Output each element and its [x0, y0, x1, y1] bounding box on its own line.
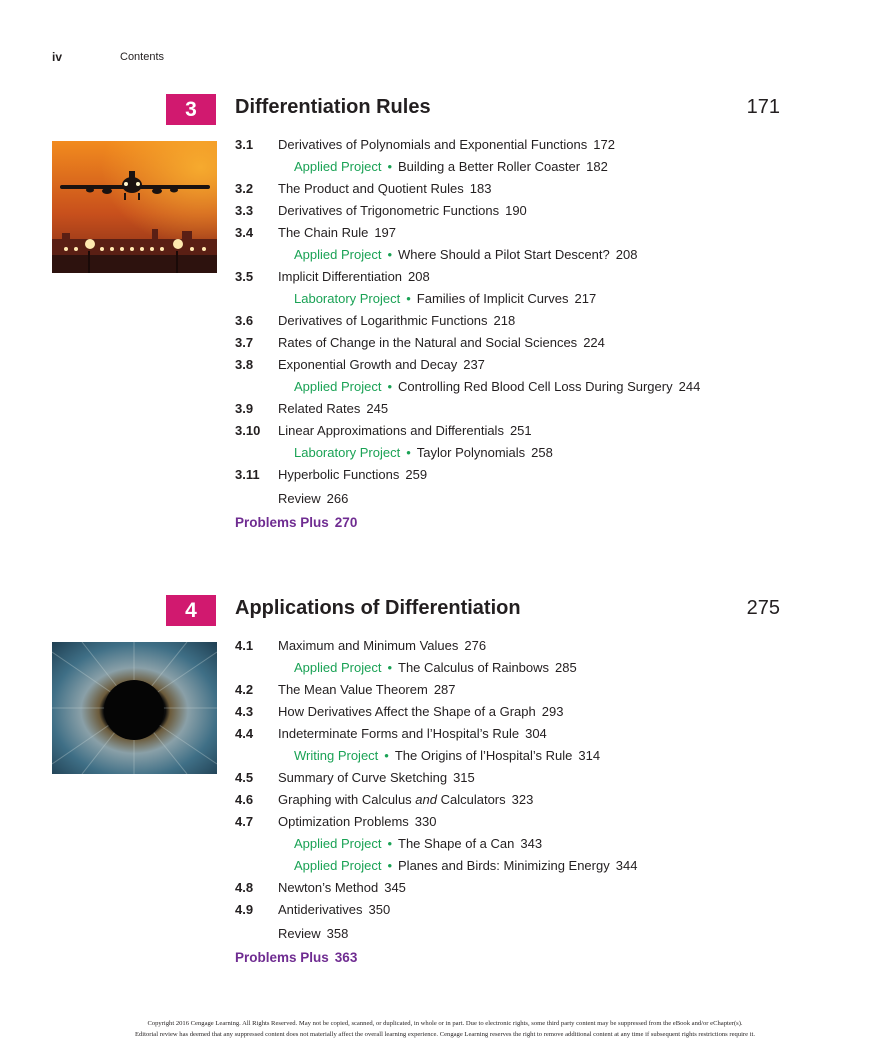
section-title[interactable]: The Mean Value Theorem [278, 682, 428, 697]
page-ref: 183 [469, 181, 492, 196]
page-ref: 330 [414, 814, 437, 829]
section-number: 3.6 [235, 313, 254, 328]
section-title[interactable]: Hyperbolic Functions [278, 467, 400, 482]
section-title[interactable]: Antiderivatives [278, 902, 363, 917]
running-title: Contents [120, 51, 165, 63]
review-wrap [278, 488, 348, 510]
section-title-wrap [278, 899, 390, 921]
section-number: 4.3 [235, 704, 254, 719]
section-title-wrap [278, 266, 430, 288]
section-entry[interactable] [235, 877, 835, 899]
page-ref: 182 [586, 159, 608, 174]
section-title[interactable]: Linear Approximations and Differentials [278, 423, 504, 438]
page-ref: 217 [574, 291, 597, 306]
page-ref: 197 [374, 225, 397, 240]
page-ref: 345 [384, 880, 406, 895]
project-type: Applied Project [294, 379, 382, 394]
page-ref: 266 [326, 491, 349, 506]
chapter-page: 275 [746, 597, 780, 619]
chapter-number-badge: 4 [166, 595, 216, 626]
section-title-wrap [278, 723, 547, 745]
section-entry[interactable] [235, 178, 835, 200]
page-ref: 172 [593, 137, 615, 152]
section-entry[interactable] [235, 200, 835, 222]
section-entry[interactable] [235, 134, 835, 156]
section-title[interactable]: Derivatives of Logarithmic Functions [278, 313, 488, 328]
section-number: 3.4 [235, 225, 254, 240]
section-title-wrap [278, 679, 456, 701]
section-number: 3.3 [235, 203, 254, 218]
page-ref: 218 [493, 313, 516, 328]
section-title[interactable]: Derivatives of Trigonometric Functions [278, 203, 500, 218]
section-title-wrap [278, 134, 615, 156]
page-ref: 314 [578, 748, 601, 763]
project-entry[interactable] [235, 833, 835, 855]
page-ref: 208 [615, 247, 638, 262]
section-title-wrap [278, 767, 475, 789]
page-ref: 285 [555, 660, 577, 675]
section-title[interactable]: Maximum and Minimum Values [278, 638, 459, 653]
section-entry[interactable] [235, 332, 835, 354]
bullet-icon: • [406, 445, 411, 460]
project-type: Laboratory Project [294, 445, 401, 460]
project-type: Applied Project [294, 247, 382, 262]
project-title[interactable]: Building a Better Roller Coaster [398, 159, 581, 174]
page-number: iv [52, 50, 63, 64]
page-ref: 245 [366, 401, 389, 416]
section-title-wrap [278, 464, 427, 486]
section-title-wrap [278, 789, 533, 811]
section-entry[interactable] [235, 811, 835, 833]
project-entry[interactable] [235, 288, 835, 310]
section-entry[interactable] [235, 354, 835, 376]
bullet-icon: • [387, 858, 393, 873]
bullet-icon: • [384, 748, 389, 763]
page-ref: 358 [326, 926, 349, 941]
page-header [52, 50, 165, 64]
project-entry[interactable] [235, 657, 835, 679]
section-title[interactable]: Derivatives of Polynomials and Exponential Functions [278, 137, 588, 152]
section-entry[interactable] [235, 767, 835, 789]
section-entry[interactable] [235, 310, 835, 332]
section-number: 4.5 [235, 770, 254, 785]
section-title-wrap [278, 420, 532, 442]
page-ref: 270 [334, 515, 358, 530]
project-title[interactable]: Controlling Red Blood Cell Loss During Surgery [398, 379, 673, 394]
section-entry[interactable] [235, 679, 835, 701]
section-entry[interactable] [235, 222, 835, 244]
section-entry[interactable] [235, 398, 835, 420]
section-title[interactable]: Newton’s Method [278, 880, 379, 895]
page-ref: 343 [520, 836, 543, 851]
review-wrap [278, 923, 348, 945]
section-number: 4.1 [235, 638, 254, 653]
review-entry[interactable] [235, 923, 835, 945]
section-title-wrap [278, 310, 515, 332]
bullet-icon: • [387, 379, 393, 394]
project-title[interactable]: Where Should a Pilot Start Descent? [398, 247, 610, 262]
section-entry[interactable] [235, 464, 835, 486]
bullet-icon: • [387, 660, 393, 675]
project-type: Applied Project [294, 660, 382, 675]
section-entry[interactable] [235, 420, 835, 442]
section-entry[interactable] [235, 789, 835, 811]
project-entry[interactable] [235, 156, 835, 178]
page-ref: 344 [615, 858, 638, 873]
project-wrap [294, 442, 553, 464]
page-ref: 251 [509, 423, 532, 438]
bullet-icon: • [406, 291, 411, 306]
airplane-landing-image [52, 141, 217, 273]
section-title[interactable]: Exponential Growth and Decay [278, 357, 458, 372]
problems-plus-entry[interactable] [235, 947, 835, 971]
page-ref: 259 [405, 467, 428, 482]
page-ref: 304 [525, 726, 547, 741]
project-wrap [294, 156, 608, 178]
section-title[interactable]: Rates of Change in the Natural and Social Sciences [278, 335, 578, 350]
project-type: Applied Project [294, 159, 382, 174]
copyright-line-1: Copyright 2016 Cengage Learning. All Rights Reserved. May not be copied, scanned, or duplicated, in whole or in part. Due to electronic rights, some third party content may be suppressed from the eBook and/or eChapter(s). [147, 1020, 743, 1027]
section-title-wrap [278, 200, 527, 222]
section-number: 3.11 [235, 467, 260, 482]
section-entry[interactable] [235, 266, 835, 288]
section-title[interactable]: Indeterminate Forms and l’Hospital’s Rule [278, 726, 520, 741]
project-title[interactable]: The Calculus of Rainbows [398, 660, 550, 675]
project-type: Applied Project [294, 836, 382, 851]
section-title[interactable]: The Chain Rule [278, 225, 369, 240]
page-ref: 237 [463, 357, 485, 372]
section-title-wrap [278, 398, 388, 420]
bullet-icon: • [387, 247, 393, 262]
page-ref: 293 [541, 704, 564, 719]
problems-plus-wrap [235, 512, 357, 534]
section-number: 3.9 [235, 401, 254, 416]
page-ref: 315 [453, 770, 475, 785]
section-title-wrap [278, 178, 491, 200]
page-ref: 244 [678, 379, 701, 394]
page-ref: 363 [334, 950, 358, 965]
project-type: Writing Project [294, 748, 379, 763]
section-title-wrap [278, 222, 396, 244]
section-title-wrap [278, 635, 486, 657]
section-number: 3.7 [235, 335, 254, 350]
project-type: Applied Project [294, 858, 382, 873]
page-ref: 208 [408, 269, 430, 284]
project-entry[interactable] [235, 745, 835, 767]
section-number: 4.9 [235, 902, 254, 917]
problems-plus-label[interactable]: Problems Plus [235, 515, 329, 530]
section-number: 3.5 [235, 269, 254, 284]
section-number: 3.2 [235, 181, 254, 196]
copyright-line-2: Editorial review has deemed that any suppressed content does not materially affect the overall learning experience. Cengage Learning reserves the right to remove additional content at any time if subsequent rights restrictions require it. [134, 1031, 756, 1038]
bullet-icon: • [387, 159, 393, 174]
page-ref: 323 [511, 792, 534, 807]
review-entry[interactable] [235, 488, 835, 510]
section-number: 3.8 [235, 357, 254, 372]
section-entry[interactable] [235, 701, 835, 723]
eye-iris-image [52, 642, 217, 774]
section-title-wrap [278, 354, 485, 376]
section-entry[interactable] [235, 723, 835, 745]
section-title[interactable]: Implicit Differentiation [278, 269, 403, 284]
project-wrap [294, 855, 637, 877]
project-wrap [294, 833, 542, 855]
review-label[interactable]: Review [278, 926, 321, 941]
section-title-wrap [278, 877, 406, 899]
project-entry[interactable] [235, 376, 835, 398]
section-title-wrap [278, 811, 436, 833]
project-title[interactable]: Planes and Birds: Minimizing Energy [398, 858, 610, 873]
project-title[interactable]: Taylor Polynomials [416, 445, 526, 460]
page-ref: 258 [531, 445, 553, 460]
project-title[interactable]: The Shape of a Can [398, 836, 515, 851]
page-ref: 190 [505, 203, 527, 218]
section-number: 3.1 [235, 137, 254, 152]
page-ref: 224 [583, 335, 605, 350]
page-ref: 350 [368, 902, 391, 917]
section-title[interactable]: Optimization Problems [278, 814, 409, 829]
chapter-entries [235, 635, 835, 971]
section-entry[interactable] [235, 635, 835, 657]
page-ref: 287 [433, 682, 456, 697]
review-label[interactable]: Review [278, 491, 321, 506]
section-number: 4.4 [235, 726, 254, 741]
section-number: 4.2 [235, 682, 254, 697]
project-entry[interactable] [235, 442, 835, 464]
chapter-title[interactable]: Differentiation Rules [235, 96, 431, 118]
section-title[interactable]: Related Rates [278, 401, 361, 416]
section-title[interactable]: Graphing with Calculus and Calculators [278, 792, 506, 807]
problems-plus-label[interactable]: Problems Plus [235, 950, 329, 965]
chapter-title[interactable]: Applications of Differentiation [235, 597, 521, 619]
section-entry[interactable] [235, 899, 835, 921]
project-title[interactable]: The Origins of l’Hospital’s Rule [394, 748, 573, 763]
problems-plus-wrap [235, 947, 357, 969]
section-title[interactable]: How Derivatives Affect the Shape of a Graph [278, 704, 536, 719]
project-type: Laboratory Project [294, 291, 401, 306]
project-title[interactable]: Families of Implicit Curves [416, 291, 569, 306]
bullet-icon: • [387, 836, 393, 851]
problems-plus-entry[interactable] [235, 512, 835, 536]
project-wrap [294, 244, 637, 266]
section-number: 3.10 [235, 423, 261, 438]
project-wrap [294, 745, 600, 767]
project-wrap [294, 657, 577, 679]
section-title[interactable]: The Product and Quotient Rules [278, 181, 464, 196]
section-title-wrap [278, 701, 563, 723]
chapter-page: 171 [746, 96, 780, 118]
section-title-wrap [278, 332, 605, 354]
section-title[interactable]: Summary of Curve Sketching [278, 770, 448, 785]
copyright-notice [0, 1018, 890, 1040]
section-number: 4.7 [235, 814, 254, 829]
project-wrap [294, 288, 596, 310]
project-wrap [294, 376, 700, 398]
page-ref: 276 [464, 638, 487, 653]
section-number: 4.6 [235, 792, 254, 807]
section-number: 4.8 [235, 880, 254, 895]
chapter-entries [235, 134, 835, 536]
project-entry[interactable] [235, 855, 835, 877]
project-entry[interactable] [235, 244, 835, 266]
chapter-number-badge: 3 [166, 94, 216, 125]
